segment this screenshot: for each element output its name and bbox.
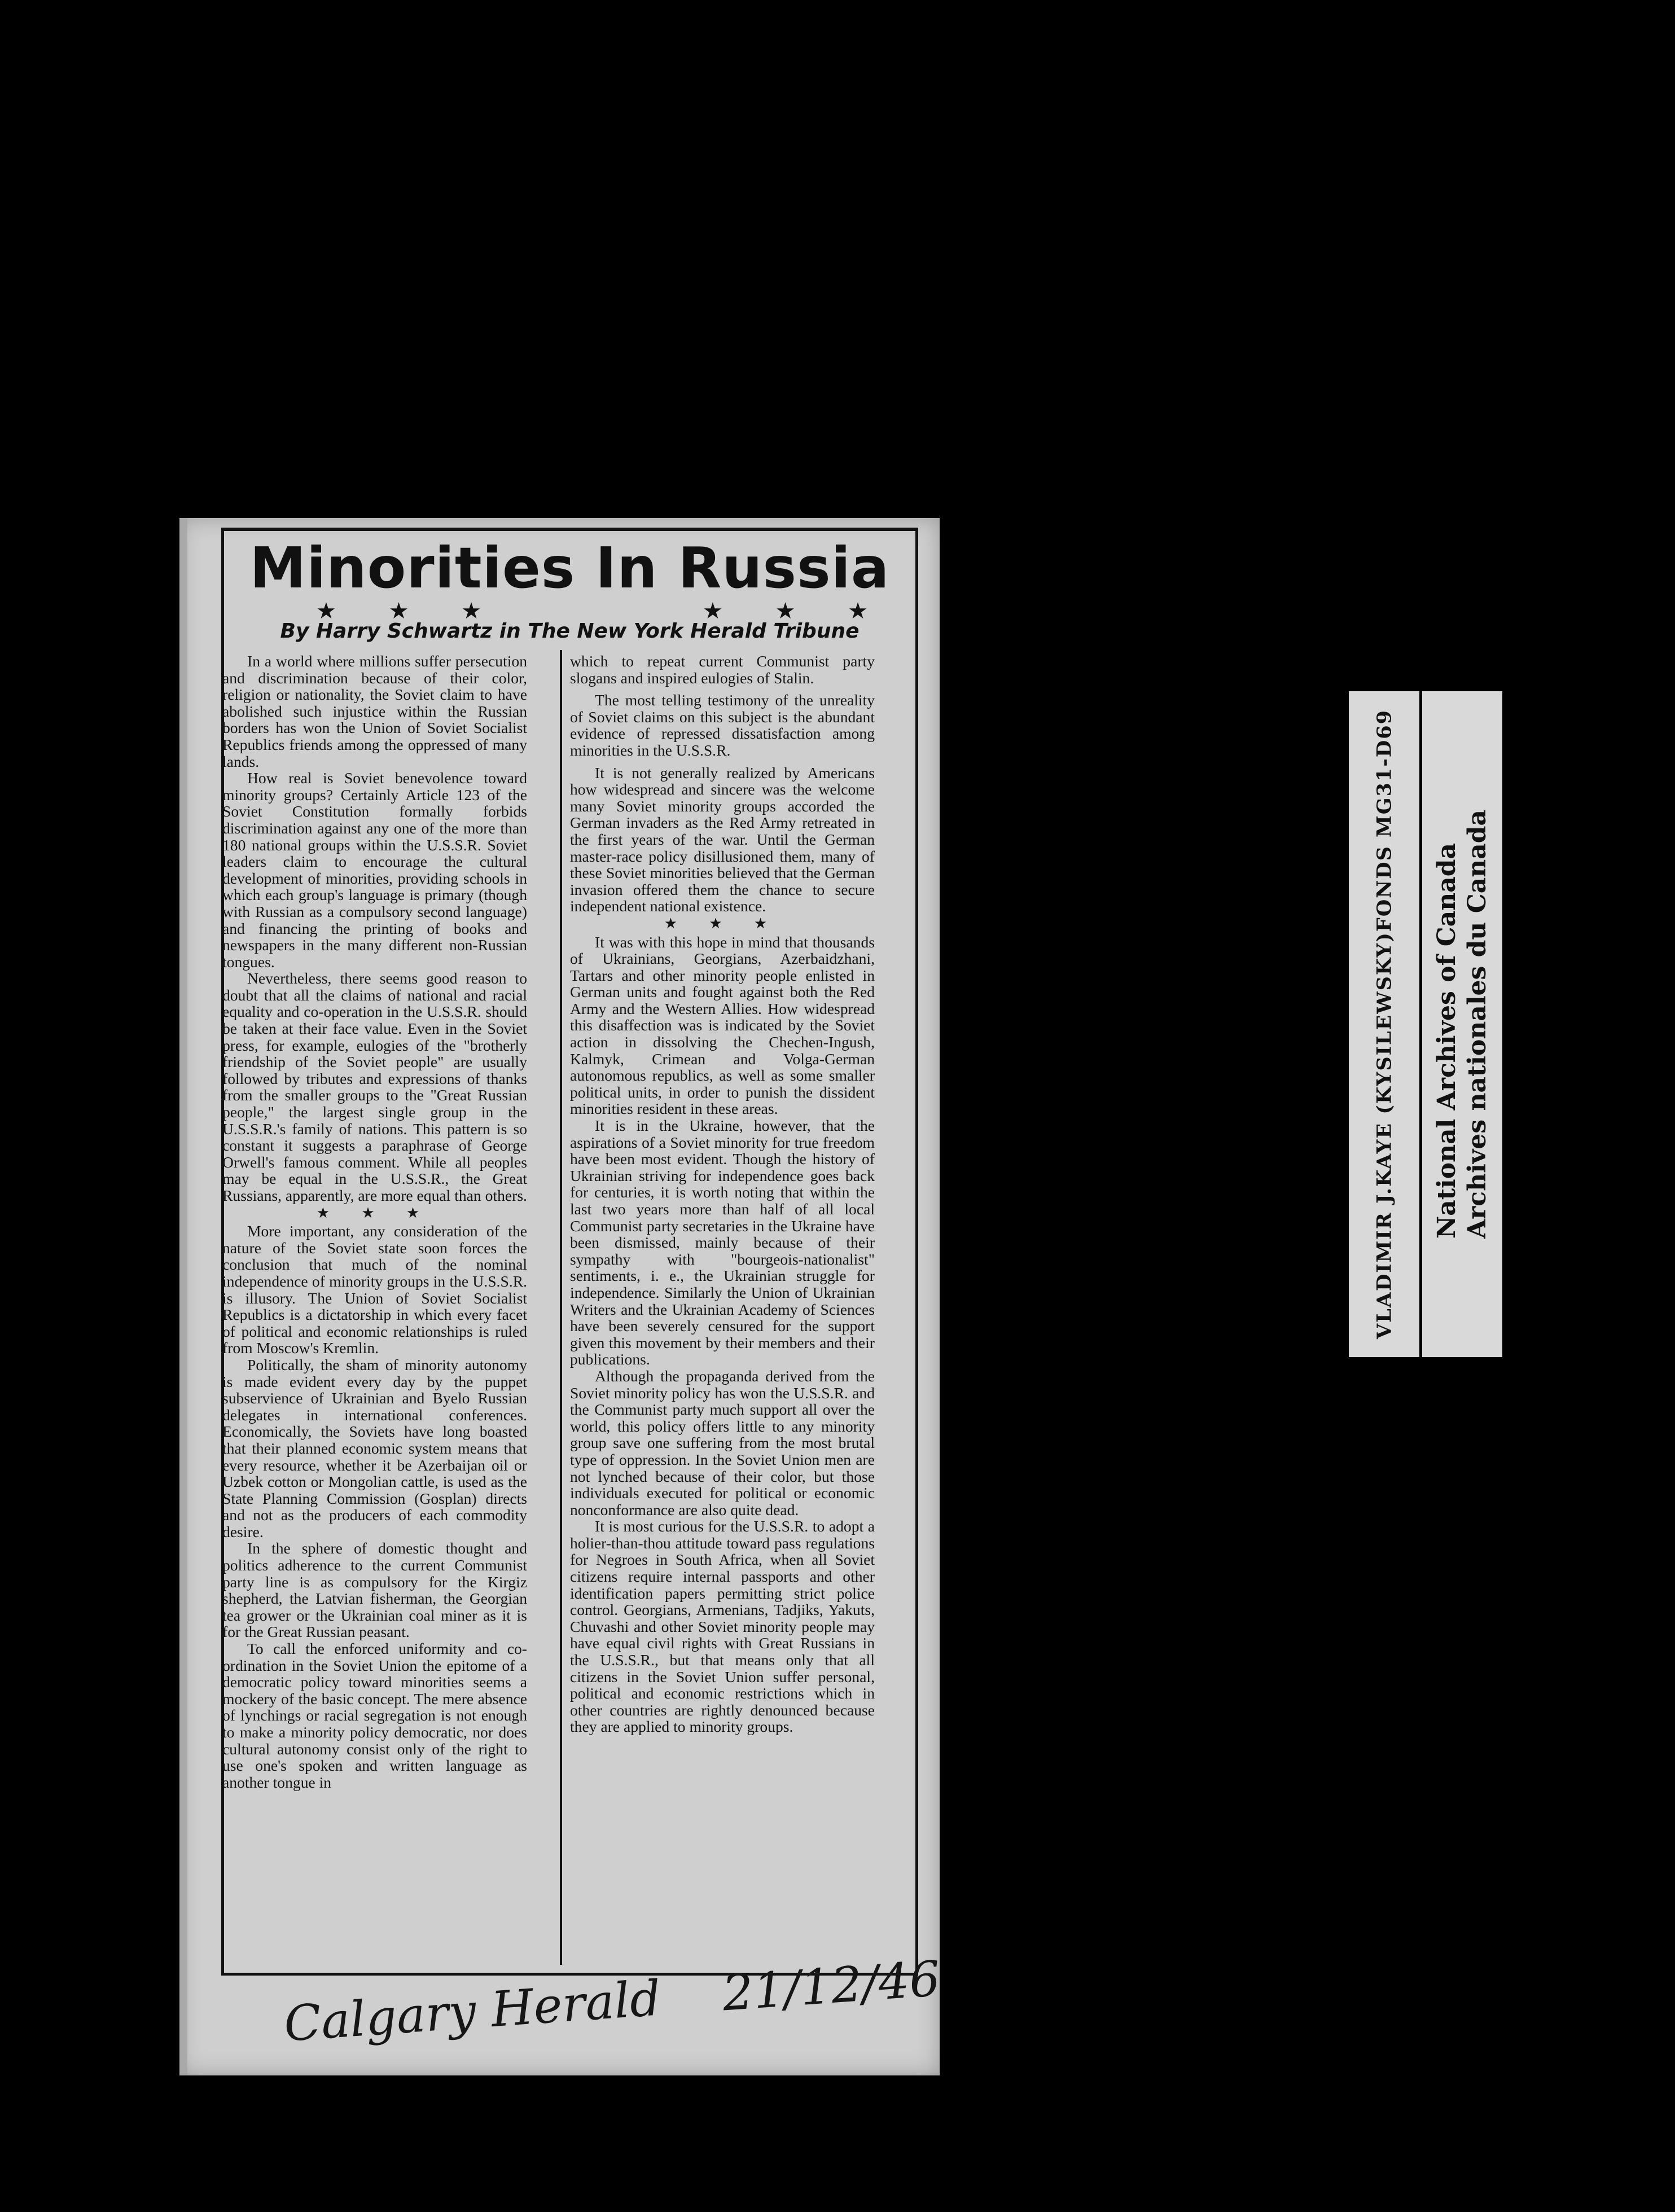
stars-ornament-left: ★ ★ ★ [316,598,505,624]
article-column-right [570,653,875,1968]
paragraph: The most telling testimony of the unreality of Soviet claims on this subject is the abundant evidence of repressed dissatisfaction among minorities in the U.S.S.R. [570,691,875,759]
paragraph: It is in the Ukraine, however, that the aspirations of a Soviet minority for true freedom have been most evident. Though the history of Ukrainian striving for independence goes back for centuries, it is worth noting that within the last two years more than half of all local Communist party secretaries in the Ukraine have been dismissed, mainly because of their sympathy with "bourgeois-nationalist" sentiments, i. e., the Ukrainian struggle for independence. Similarly the Union of Ukrainian Writers and the Ukrainian Academy of Sciences have been severely censured for the support given this movement by their members and their publications. [570,1117,875,1368]
paragraph: It is most curious for the U.S.S.R. to adopt a holier-than-thou attitude toward pass regulations for Negroes in South Africa, when all Soviet citizens require internal passports and other identification papers permitting strict police control. Georgians, Armenians, Tadjiks, Yakuts, Chuvashi and other Soviet minority people may have equal civil rights with Great Russians in the U.S.S.R., but that means only that all citizens in the Soviet Union suffer personal, political and economic restrictions which in other countries are rightly denounced because they are applied to minority groups. [570,1517,875,1736]
paragraph: Nevertheless, there seems good reason to doubt that all the claims of national and racial equality and co-operation in the U.S.S.R. should be taken at their face value. Even in the Soviet press, for example, eulogies of the "brotherly friendship of the Soviet people" are usually followed by tributes and expressions of thanks from the smaller groups to the "Great Russian people," the largest single group in the U.S.S.R.'s family of nations. This pattern is so constant it suggests a paraphrase of George Orwell's famous comment. While all peoples may be equal in the U.S.S.R., the Great Russians, apparently, are more equal than others. [222,969,527,1204]
section-separator: ★ ★ ★ [664,915,781,932]
clipping-left-edge [179,518,187,2075]
article-headline: Minorities In Russia [249,535,890,601]
paragraph: It is not generally realized by Americans how widespread and sincere was the welcome many Soviet minority groups accorded the German invaders as the Red Army retreated in the first years of the war. Until the German master-race policy disillusioned them, many of these Soviet minorities believed that the German invasion offered them the chance to secure independent national existence. [570,763,875,915]
fonds-reference: VLADIMIR J.KAYE (KYSILEWSKY)FONDS MG31-D69 [1373,709,1396,1339]
handwritten-source: Calgary Herald [282,1970,663,2053]
fonds-strip [1349,691,1419,1357]
archive-label [1349,691,1502,1357]
paragraph: To call the enforced uniformity and co-ordination in the Soviet Union the epitome of a democratic policy toward minorities seems a mockery of the basic concept. The mere absence of lynchings or racial segregation is not enough to make a minority policy democratic, nor does cultural autonomy consist only of the right to use one's spoken and written language as another tongue in [222,1640,527,1791]
paragraph: Although the propaganda derived from the Soviet minority policy has won the U.S.S.R. and the Communist party much support all over the world, this policy offers little to any minority group save one suffering from the most brutal type of oppression. In the Soviet Union men are not lynched because of their color, but those individuals executed for political or economic nonconformance are also quite dead. [570,1367,875,1518]
article-column-left [222,653,527,1968]
archive-name-fr: Archives nationales du Canada [1463,809,1492,1239]
archive-names [1432,810,1493,1239]
paragraph: More important, any consideration of the nature of the Soviet state soon forces the conclusion that much of the nominal independence of minority groups in the U.S.S.R. is illusory. The Union of Soviet Socialist Republics is a dictatorship in which every facet of political and economic relationships is ruled from Moscow's Kremlin. [222,1222,527,1357]
paragraph: In the sphere of domestic thought and politics adherence to the current Communist party line is as compulsory for the Kirgiz shepherd, the Latvian fisherman, the Georgian tea grower or the Ukrainian coal miner as it is for the Great Russian peasant. [222,1539,527,1641]
archive-name-en: National Archives of Canada [1432,843,1461,1239]
article-byline: By Harry Schwartz in The New York Herald Tribune [280,620,860,643]
stars-ornament-right: ★ ★ ★ [703,598,891,624]
paragraph: It was with this hope in mind that thousands of Ukrainians, Georgians, Azerbaidzhani, Tartars and other minority people enlisted in German units and fought against both the Red Army and the Western Allies. How widespread this disaffection was is indicated by the Soviet action in dissolving the Chechen-Ingush, Kalmyk, Crimean and Volga-German autonomous republics, as well as some smaller political units, in order to punish the dissident minorities resident in these areas. [570,933,875,1118]
handwritten-date: 21/12/46 [720,1950,942,2022]
paragraph: In a world where millions suffer persecution and discrimination because of their color, religion or nationality, the Soviet claim to have abolished such injustice within the Russian borders has won the Union of Soviet Socialist Republics friends among the oppressed of many lands. [222,653,527,770]
column-rule [560,650,562,1965]
archive-strip [1422,691,1502,1357]
paragraph: Politically, the sham of minority autonomy is made evident every day by the puppet subservience of Ukrainian and Byelo Russian delegates in international conferences. Economically, the Soviets have long boasted that their planned economic system means that every resource, whether it be Azerbaijan oil or Uzbek cotton or Mongolian cattle, is used as the State Planning Commission (Gosplan) directs and not as the producers of each commodity desire. [222,1355,527,1540]
paragraph: which to repeat current Communist party slogans and inspired eulogies of Stalin. [570,653,875,687]
section-separator: ★ ★ ★ [316,1204,433,1222]
paragraph: How real is Soviet benevolence toward minority groups? Certainly Article 123 of the Soviet Constitution formally forbids discrimination against any one of the more than 180 national groups within the U.S.S.R. Soviet leaders claim to encourage the cultural development of minorities, providing schools in which each group's language is primary (though with Russian as a compulsory second language) and financing the printing of books and newspapers in the many different non-Russian tongues. [222,769,527,971]
